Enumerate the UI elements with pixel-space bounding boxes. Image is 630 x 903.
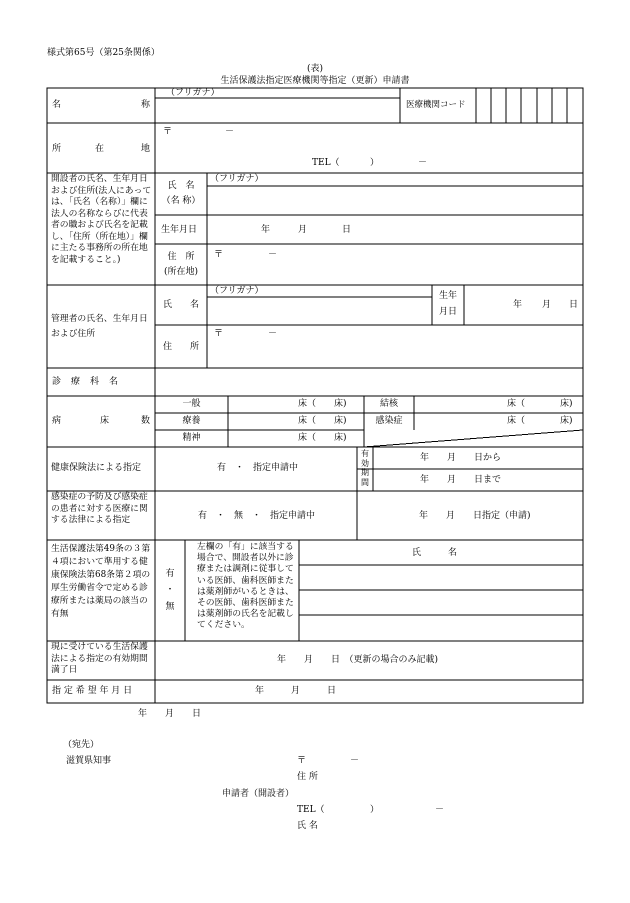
desired-date-label: 指 定 希 望 年 月 日 bbox=[52, 686, 133, 696]
founder-name-label-b: （名 称） bbox=[161, 196, 201, 206]
manager-postal-dash: － bbox=[268, 329, 278, 339]
founder-furigana: （フリガナ） bbox=[210, 174, 264, 184]
name-label-a: 名 bbox=[52, 100, 62, 110]
article49-option-no: 無 bbox=[165, 602, 175, 612]
founder-postal-mark: 〒 bbox=[214, 250, 224, 260]
manager-name-label: 氏 名 bbox=[162, 300, 199, 310]
infection-law-date: 年 月 日指定（申請) bbox=[419, 511, 531, 521]
bed-diagonal bbox=[364, 430, 583, 447]
valid-to: 年 月 日まで bbox=[420, 475, 502, 485]
valid-from: 年 月 日から bbox=[420, 453, 502, 463]
manager-address-label: 住 所 bbox=[162, 342, 199, 352]
manager-furigana: （フリガナ） bbox=[210, 286, 264, 296]
founder-address-label-b: (所在地) bbox=[163, 267, 199, 277]
address-label-b: 在 bbox=[95, 144, 105, 154]
applicant-address-label: 住 所 bbox=[297, 772, 318, 782]
beds-longterm-label: 療養 bbox=[182, 416, 201, 426]
beds-psychiatric-unit: 床（ bbox=[298, 433, 317, 443]
beds-label-b: 床 bbox=[100, 416, 110, 426]
departments-label: 診 療 科 名 bbox=[52, 377, 119, 387]
founder-address-label-a: 住 所 bbox=[167, 252, 195, 262]
address-postal-mark: 〒 bbox=[163, 127, 173, 137]
address-label-c: 地 bbox=[141, 144, 151, 154]
article49-name-header: 氏 名 bbox=[412, 548, 458, 558]
beds-general-label: 一般 bbox=[182, 399, 201, 409]
beds-label-c: 数 bbox=[141, 416, 151, 426]
founder-birth-month: 月 bbox=[298, 225, 308, 235]
manager-birth-label-b: 月日 bbox=[438, 307, 457, 317]
beds-general-unit: 床（ bbox=[298, 399, 317, 409]
applicant-tel-dash: － bbox=[435, 805, 445, 815]
form-title: 生活保護法指定医療機関等指定（更新）申請書 bbox=[220, 76, 410, 86]
applicant-tel-label: TEL（ bbox=[297, 805, 325, 815]
manager-birth-year: 年 bbox=[513, 300, 523, 310]
manager-postal-mark: 〒 bbox=[214, 329, 224, 339]
founder-postal-dash: － bbox=[268, 250, 278, 260]
beds-infectious-label: 感染症 bbox=[375, 416, 403, 426]
applicant-name-label: 氏 名 bbox=[297, 821, 318, 831]
form-number: 様式第65号（第25条関係） bbox=[47, 48, 160, 58]
address-tel-label: TEL（ bbox=[312, 158, 340, 168]
applicant-tel-close: ） bbox=[370, 805, 380, 815]
beds-psychiatric-label: 精神 bbox=[182, 433, 201, 443]
current-designation-label: 現に受けている生活保護法による指定の有効期間満了日 bbox=[51, 642, 148, 675]
manager-birth-month: 月 bbox=[542, 300, 552, 310]
valid-period-label: 有効期間 bbox=[361, 449, 369, 487]
article49-note: 左欄の「有」に該当する場合で、開設者以外に診療または調剤に従事している医師、歯科医師または薬剤師がいるときは、その医師、歯科医師または薬剤師の氏名を記載してください。 bbox=[197, 542, 294, 631]
beds-general-unit-close: 床) bbox=[334, 399, 347, 409]
applicant-postal-dash: － bbox=[350, 756, 360, 766]
manager-birth-day: 日 bbox=[569, 300, 579, 310]
founder-name-label-a: 氏 名 bbox=[167, 181, 195, 191]
manager-label: 管理者の氏名、生年月日および住所 bbox=[51, 314, 148, 339]
beds-infectious-unit-close: 床) bbox=[560, 416, 573, 426]
founder-birth-year: 年 bbox=[261, 225, 271, 235]
beds-longterm-unit: 床（ bbox=[298, 416, 317, 426]
article49-option-yes: 有 bbox=[165, 569, 175, 579]
address-postal-dash: － bbox=[225, 127, 235, 137]
applicant-label: 申請者（開設者） bbox=[222, 789, 295, 799]
beds-longterm-unit-close: 床) bbox=[334, 416, 347, 426]
beds-psychiatric-unit-close: 床) bbox=[334, 433, 347, 443]
founder-birth-label: 生年月日 bbox=[161, 225, 198, 235]
health-insurance-options: 有 ・ 指定申請中 bbox=[217, 463, 299, 473]
manager-birth-label-a: 生年 bbox=[438, 291, 457, 301]
beds-label-a: 病 bbox=[52, 416, 62, 426]
desired-date-value: 年 月 日 bbox=[255, 686, 337, 696]
addressee-label: （宛先） bbox=[63, 740, 100, 750]
health-insurance-label: 健康保険法による指定 bbox=[51, 463, 142, 473]
institution-code-label: 医療機関コード bbox=[406, 100, 466, 110]
address-tel-close: ） bbox=[370, 158, 380, 168]
beds-infectious-unit: 床（ bbox=[507, 416, 526, 426]
founder-birth-day: 日 bbox=[342, 225, 352, 235]
form-side: (表) bbox=[306, 64, 324, 74]
current-designation-date: 年 月 日 （更新の場合のみ記載) bbox=[277, 655, 439, 665]
beds-tb-unit: 床（ bbox=[507, 399, 526, 409]
name-furigana: （フリガナ） bbox=[166, 88, 220, 98]
name-label-b: 称 bbox=[141, 100, 151, 110]
beds-tb-unit-close: 床) bbox=[560, 399, 573, 409]
founder-label: 開設者の氏名、生年月日および住所(法人にあっては、「氏名（名称）」欄に法人の名称ならびに代表者の職および氏名を記載し、「住所（所在地）」欄に主たる事務所の所在地を記載すること。) bbox=[51, 174, 152, 265]
application-date: 年 月 日 bbox=[138, 709, 202, 719]
applicant-postal-mark: 〒 bbox=[297, 756, 307, 766]
beds-tb-label: 結核 bbox=[379, 399, 398, 409]
infection-law-label: 感染症の予防及び感染症の患者に対する医療に関する法律による指定 bbox=[51, 492, 148, 525]
infection-law-options: 有 ・ 無 ・ 指定申請中 bbox=[198, 511, 316, 521]
governor-label: 滋賀県知事 bbox=[66, 756, 112, 766]
address-tel-dash: － bbox=[418, 158, 428, 168]
article49-label: 生活保護法第49条の３第４項において準用する健康保険法第68条第２項の厚生労働省令で定める診療所または薬局の該当の有無 bbox=[51, 544, 151, 619]
article49-option-dot: ・ bbox=[165, 585, 175, 595]
address-label-a: 所 bbox=[52, 144, 62, 154]
